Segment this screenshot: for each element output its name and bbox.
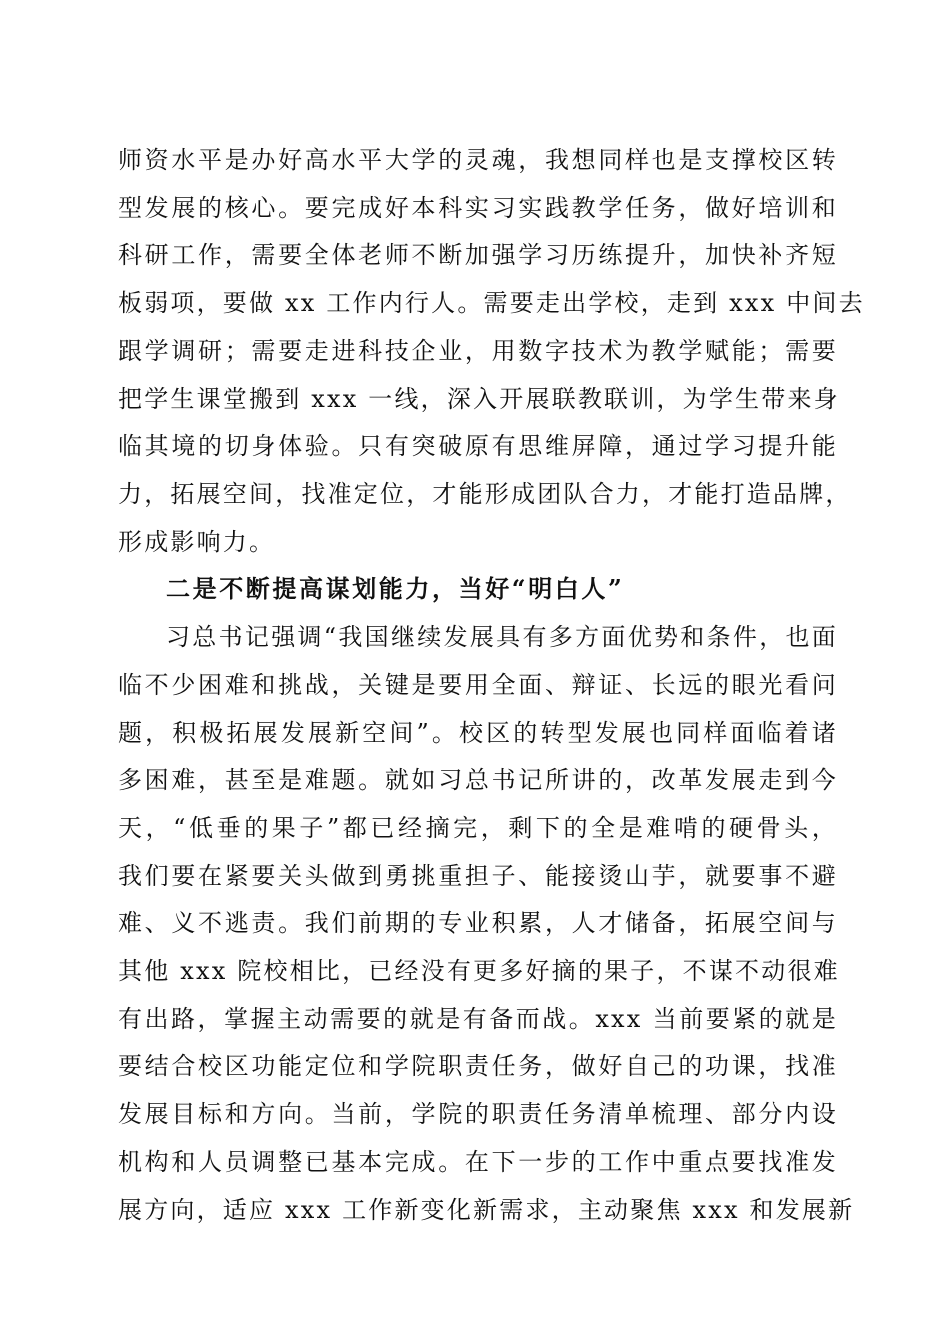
section-heading: 二是不断提高谋划能力，当好“明白人”: [166, 574, 625, 603]
paragraph-line: 发展目标和方向。当前，学院的职责任务清单梳理、部分内设: [118, 1100, 838, 1128]
paragraph-line: 把学生课堂搬到 xxx 一线，深入开展联教联训，为学生带来身: [118, 385, 840, 413]
paragraph-line: 跟学调研；需要走进科技企业，用数字技术为教学赋能；需要: [118, 337, 838, 365]
paragraph-line: 习总书记强调“我国继续发展具有多方面优势和条件，也面: [166, 623, 838, 651]
paragraph-line: 临其境的切身体验。只有突破原有思维屏障，通过学习提升能: [118, 432, 838, 460]
paragraph-line: 难、义不逃责。我们前期的专业积累，人才储备，拓展空间与: [118, 909, 838, 937]
paragraph-line: 有出路，掌握主动需要的就是有备而战。xxx 当前要紧的就是: [118, 1005, 838, 1033]
paragraph-line: 力，拓展空间，找准定位，才能形成团队合力，才能打造品牌，: [118, 480, 852, 508]
paragraph-line: 型发展的核心。要完成好本科实习实践教学任务，做好培训和: [118, 194, 838, 222]
paragraph-line: 其他 xxx 院校相比，已经没有更多好摘的果子，不谋不动很难: [118, 957, 840, 985]
paragraph-line: 题，积极拓展发展新空间”。校区的转型发展也同样面临着诸: [118, 719, 838, 747]
paragraph-line: 天，“低垂的果子”都已经摘完，剩下的全是难啃的硬骨头，: [118, 814, 838, 842]
paragraph-line: 临不少困难和挑战，关键是要用全面、辩证、长远的眼光看问: [118, 671, 838, 699]
paragraph-line: 展方向，适应 xxx 工作新变化新需求，主动聚焦 xxx 和发展新: [118, 1196, 855, 1224]
paragraph-line: 机构和人员调整已基本完成。在下一步的工作中重点要找准发: [118, 1148, 838, 1176]
paragraph-line: 多困难，甚至是难题。就如习总书记所讲的，改革发展走到今: [118, 766, 838, 794]
paragraph-line: 科研工作，需要全体老师不断加强学习历练提升，加快补齐短: [118, 241, 838, 269]
paragraph-line: 师资水平是办好高水平大学的灵魂，我想同样也是支撑校区转: [118, 146, 838, 174]
paragraph-line: 我们要在紧要关头做到勇挑重担子、能接烫山芋，就要事不避: [118, 862, 838, 890]
paragraph-line: 形成影响力。: [118, 528, 276, 556]
paragraph-line: 要结合校区功能定位和学院职责任务，做好自己的功课，找准: [118, 1052, 838, 1080]
paragraph-line: 板弱项，要做 xx 工作内行人。需要走出学校，走到 xxx 中间去: [118, 289, 865, 317]
